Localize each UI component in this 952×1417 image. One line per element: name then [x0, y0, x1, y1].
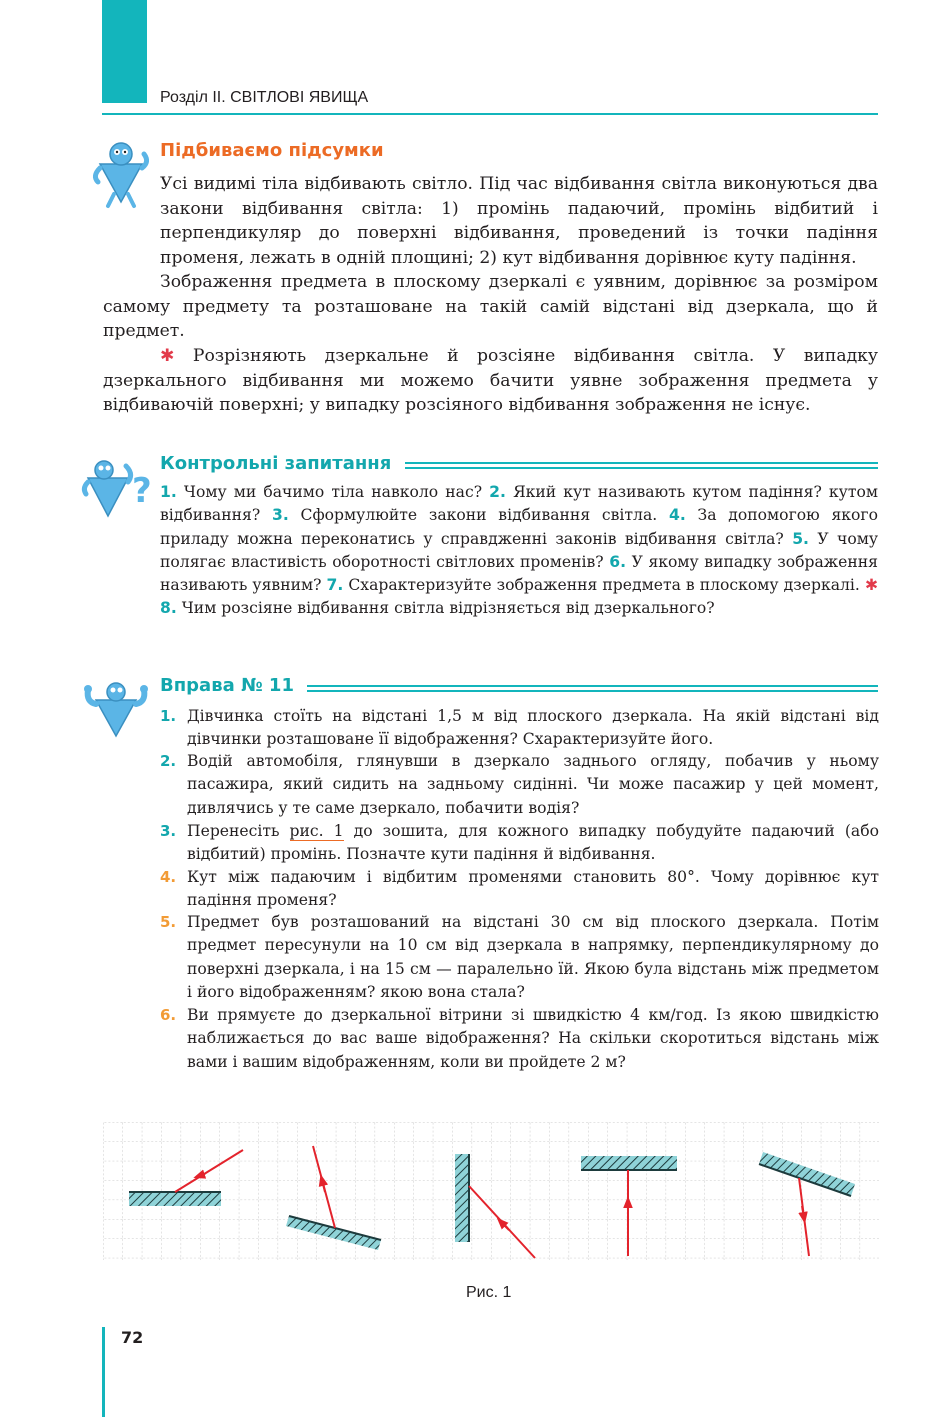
mascot-strong-icon: [82, 682, 152, 740]
page-number: 72: [121, 1328, 144, 1347]
summary-paragraph-1: Усі видимі тіла відбивають світло. Під час відбивання світла виконуються два закони відбивання світла: 1) промінь падаючий, промінь відбитий і перпендикуляр до поверхні відбивання, проведений із точки падіння променя, лежать в одній площині; 2) кут відбивання дорівнює куту падіння.: [160, 174, 878, 268]
mascot-question-icon: [80, 460, 152, 522]
exercise-item-5: 5. Предмет був розташований на відстані 30 см від плоского дзеркала. Потім предмет пересунули на 10 см від дзеркала в напрямку, перпендикулярному до поверхні дзеркала, і на 15 см — паралельно їй. Якою була відстань між предметом і його відображенням? якою вона стала?: [160, 913, 879, 1001]
figure-mirrors: [103, 1122, 879, 1262]
page-number-bar: [102, 1327, 105, 1417]
figure-caption: Рис. 1: [466, 1284, 512, 1301]
questions-heading-rule: [405, 462, 878, 469]
asterisk-marker: ✱: [160, 346, 175, 366]
summary-paragraph-2: Зображення предмета в плоскому дзеркалі є уявним, дорівнює за розміром самому предмету та розташоване на такій самій відстані від дзеркала, що й предмет.: [103, 272, 878, 341]
chapter-title: Розділ ІІ. СВІТЛОВІ ЯВИЩА: [160, 89, 369, 106]
exercise-item-3: 3. Перенесіть рис. 1 до зошита, для кожного випадку побудуйте падаючий (або відбитий) промінь. Позначте кути падіння й відбивання.: [160, 822, 879, 864]
exercise-item-1: 1. Дівчинка стоїть на відстані 1,5 м від плоского дзеркала. На якій відстані від дівчинки розташоване її відображення? Схарактеризуйте його.: [160, 707, 879, 749]
exercise-heading-rule: [307, 685, 878, 692]
questions-list: 1. Чому ми бачимо тіла навколо нас? 2. Який кут називають кутом падіння? кутом відбивання? 3. Сформулюйте закони відбивання світла. 4. За допомогою якого приладу можна переконатись у справдженні законів відбивання світла? 5. У чому полягає властивість оборотності світлових променів? 6. У якому випадку зображення називають уявним? 7. Схарактеризуйте зображення предмета в плоскому дзеркалі. ✱ 8. Чим розсіяне відбивання світла відрізняється від дзеркального?: [160, 483, 879, 618]
spacer: [103, 172, 104, 173]
header-divider: [102, 113, 878, 115]
exercise-heading: Вправа № 11: [160, 675, 294, 696]
svg-text:?: ?: [132, 471, 152, 511]
mascot-thinking-icon: [88, 138, 154, 210]
summary-paragraph-3: ✱ Розрізняють дзеркальне й розсіяне відбивання світла. У випадку дзеркального відбивання ми можемо бачити уявне зображення предмета у відбиваючій поверхні; у випадку розсіяного відбивання зображення не існує.: [103, 346, 879, 415]
questions-heading: Контрольні запитання: [160, 453, 392, 474]
exercise-item-4: 4. Кут між падаючим і відбитим променями становить 80°. Чому дорівнює кут падіння променя?: [160, 868, 879, 910]
figure-reference-link[interactable]: рис. 1: [289, 822, 344, 840]
exercise-item-6: 6. Ви прямуєте до дзеркальної вітрини зі швидкістю 4 км/год. Із якою швидкістю наближається до вас ваше відображення? На скільки скоротиться відстань між вами і вашим відображенням, коли ви пройдете 2 м?: [160, 1006, 879, 1071]
exercise-item-2: 2. Водій автомобіля, глянувши в дзеркало заднього огляду, побачив у ньому пасажира, який сидить на задньому сидінні. Чи може пасажир у цей момент, дивлячись у те саме дзеркало, побачити водія?: [160, 752, 879, 817]
summary-heading: Підбиваємо підсумки: [160, 140, 384, 161]
header-accent-block: [102, 0, 147, 103]
